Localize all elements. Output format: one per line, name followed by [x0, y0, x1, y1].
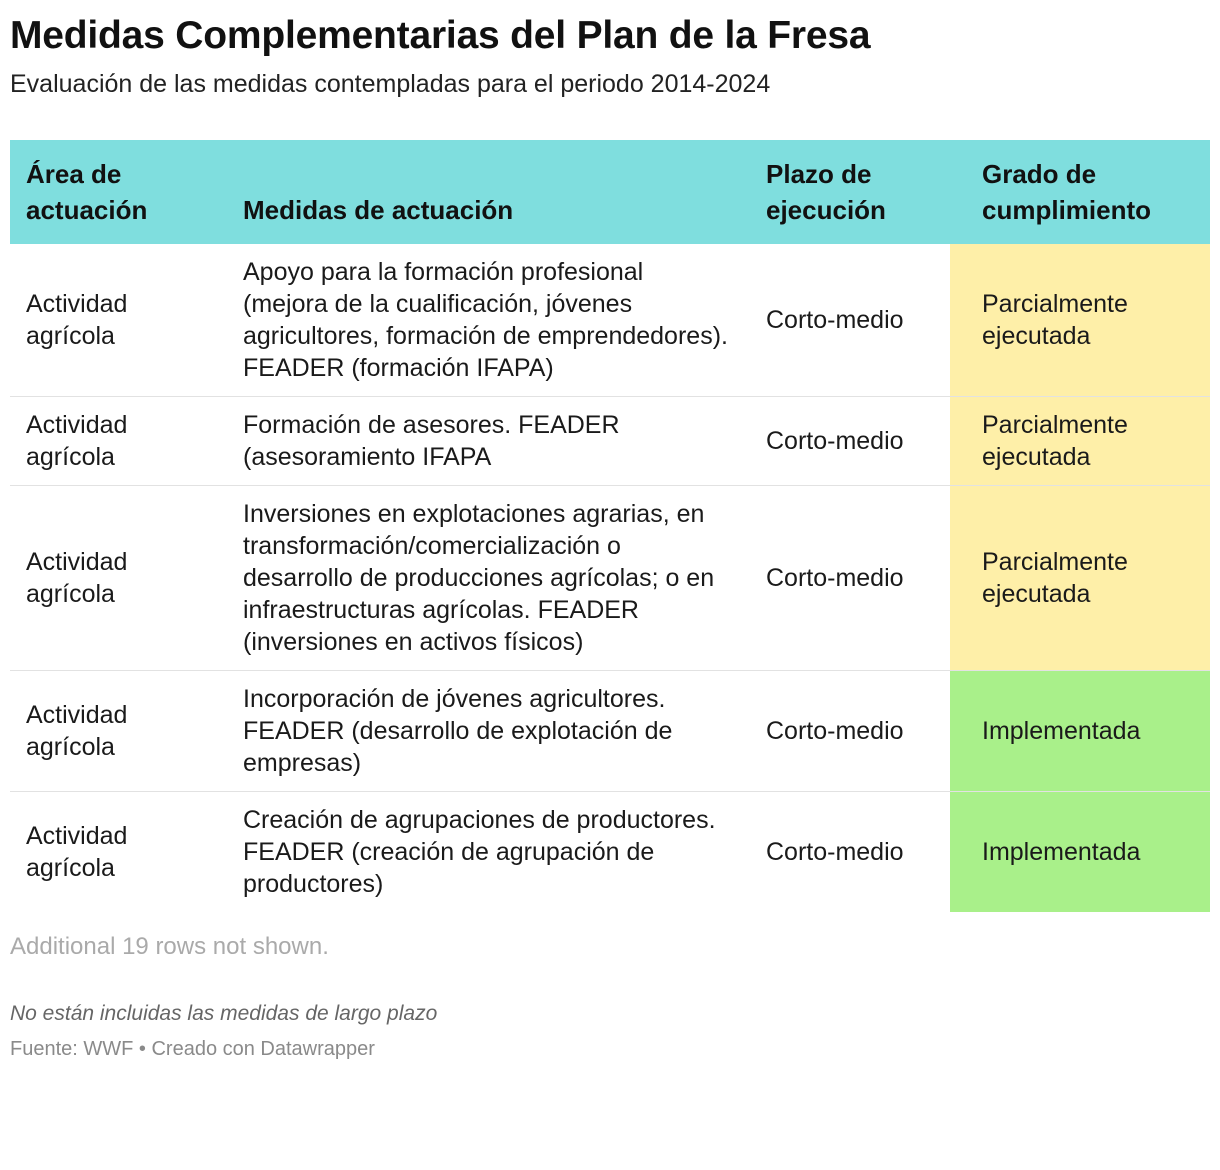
cell-area: Actividad agrícola: [10, 244, 227, 397]
cell-grado: Implementada: [950, 671, 1210, 792]
cell-plazo: Corto-medio: [766, 838, 904, 866]
table-row: [10, 244, 1210, 397]
table-row: [10, 397, 1210, 486]
cell-plazo: Corto-medio: [750, 486, 950, 671]
cell-area: Actividad agrícola: [10, 486, 227, 671]
cell-grado: Parcialmente ejecutada: [950, 397, 1210, 486]
more-rows-note: Additional 19 rows not shown.: [10, 933, 329, 960]
cell-medida: Creación de agrupaciones de productores. FEADER (creación de agrupación de productores): [243, 806, 716, 898]
table-header: [10, 140, 1210, 244]
cell-area: Actividad agrícola: [26, 822, 128, 882]
table-body: [10, 244, 1210, 912]
footnote: No están incluidas las medidas de largo plazo: [10, 1002, 438, 1025]
column-header-plazo: Plazo de ejecución: [750, 140, 950, 244]
cell-grado: Implementada: [950, 792, 1210, 913]
column-header-medidas: Medidas de actuación: [227, 140, 750, 244]
cell-area: Actividad agrícola: [10, 397, 227, 486]
column-header-grado: Grado de cumplimiento: [950, 140, 1210, 244]
cell-grado: Parcialmente ejecutada: [950, 486, 1210, 671]
chart-title: Medidas Complementarias del Plan de la Fresa: [10, 14, 871, 57]
cell-area: Actividad agrícola: [10, 671, 227, 792]
source-line: Fuente: WWF • Creado con Datawrapper: [10, 1038, 375, 1060]
table-row: [10, 671, 1210, 792]
table-row: [10, 486, 1210, 671]
table-row: [10, 792, 1210, 913]
cell-medida: Apoyo para la formación profesional (mejora de la cualificación, jóvenes agricultores, formación de emprendedores). FEADER (formación IFAPA): [227, 244, 750, 397]
cell-medida: Formación de asesores. FEADER (asesoramiento IFAPA: [227, 397, 750, 486]
chart-subtitle: Evaluación de las medidas contempladas para el periodo 2014-2024: [10, 70, 771, 98]
cell-plazo: Corto-medio: [750, 671, 950, 792]
cell-plazo: Corto-medio: [750, 244, 950, 397]
table-header-row: [10, 140, 1210, 244]
cell-medida: Inversiones en explotaciones agrarias, en transformación/comercialización o desarrollo de producciones agrícolas; o en infraestructuras agrícolas. FEADER (inversiones en activos físicos): [227, 486, 750, 671]
chart-container: [10, 0, 1210, 1062]
cell-medida: Incorporación de jóvenes agricultores. FEADER (desarrollo de explotación de empresas): [227, 671, 750, 792]
cell-plazo: Corto-medio: [750, 397, 950, 486]
cell-grado: Parcialmente ejecutada: [950, 244, 1210, 397]
measures-table: [10, 140, 1210, 912]
column-header-area: Área de actuación: [10, 140, 227, 244]
